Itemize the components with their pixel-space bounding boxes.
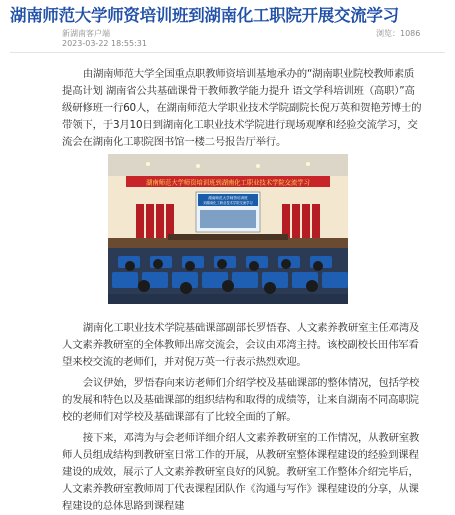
paragraph-2: 湖南化工职业技术学院基础课部副部长罗悟春、人文素养教研室主任邓湾及人文素养教研室的全体教师出席交流会，会议由邓湾主持。该校副校长田伟军看望来校交流的老师们，并对倪万英一行表示热烈欢迎。 [62,322,420,368]
article-source[interactable]: 新湖南客户端 [62,29,110,38]
article-datetime: 2023-03-22 18:55:31 [62,39,147,48]
view-count: 浏览：1086 [376,29,421,38]
paragraph-4: 接下来，邓湾为与会老师详细介绍人文素养教研室的工作情况，从教研室教师人员组成结构到教研室日常工作的开展，从教研室整体课程建设的经验到课程建设的成效，展示了人文素养教研室良好的风貌。教研室工作整体介绍完毕后，人文素养教研室教师周丁代表课程团队作《沟通与写作》课程建设的分享，从课程建设的总体思路到课程建 [62,432,420,512]
article-title: 湖南师范大学师资培训班到湖南化工职院开展交流学习 [10,6,399,25]
screen-text-1: 湖南师范大学师资培训班 [208,196,248,200]
photo-banner-text: 湖南师范大学师资培训班到湖南化工职业技术学院交流学习 [146,179,310,187]
article-meta [62,29,421,49]
screen-text-2: 到湖南化工职业技术学院交流学习 [203,201,253,205]
paragraph-1: 由湖南师范大学全国重点职教师资培训基地承办的“湖南职业院校教师素质提高计划 湖南省公共基础课骨干教师教学能力提升 语文学科培训班（高职）”高级研修班一行60人，在湖南师范大学职业技术学院副院长倪万英和贺艳芳博士的带领下，于3月10日到湖南化工职业技术学院进行现场观摩和经验交流学习，交流会在湖南化工职院图书馆一楼二号报告厅举行。 [62,68,422,148]
paragraph-3: 会议伊始，罗悟春向来访老师们介绍学校及基础课部的整体情况，包括学校的发展和特色以及基础课部的组织结构和取得的成绩等，让来自湖南不同高职院校的老师们对学校及基础课部有了比较全面的了解。 [62,377,420,423]
meeting-photo [108,154,348,304]
meeting-photo-image [108,154,348,304]
header-divider [10,52,445,53]
